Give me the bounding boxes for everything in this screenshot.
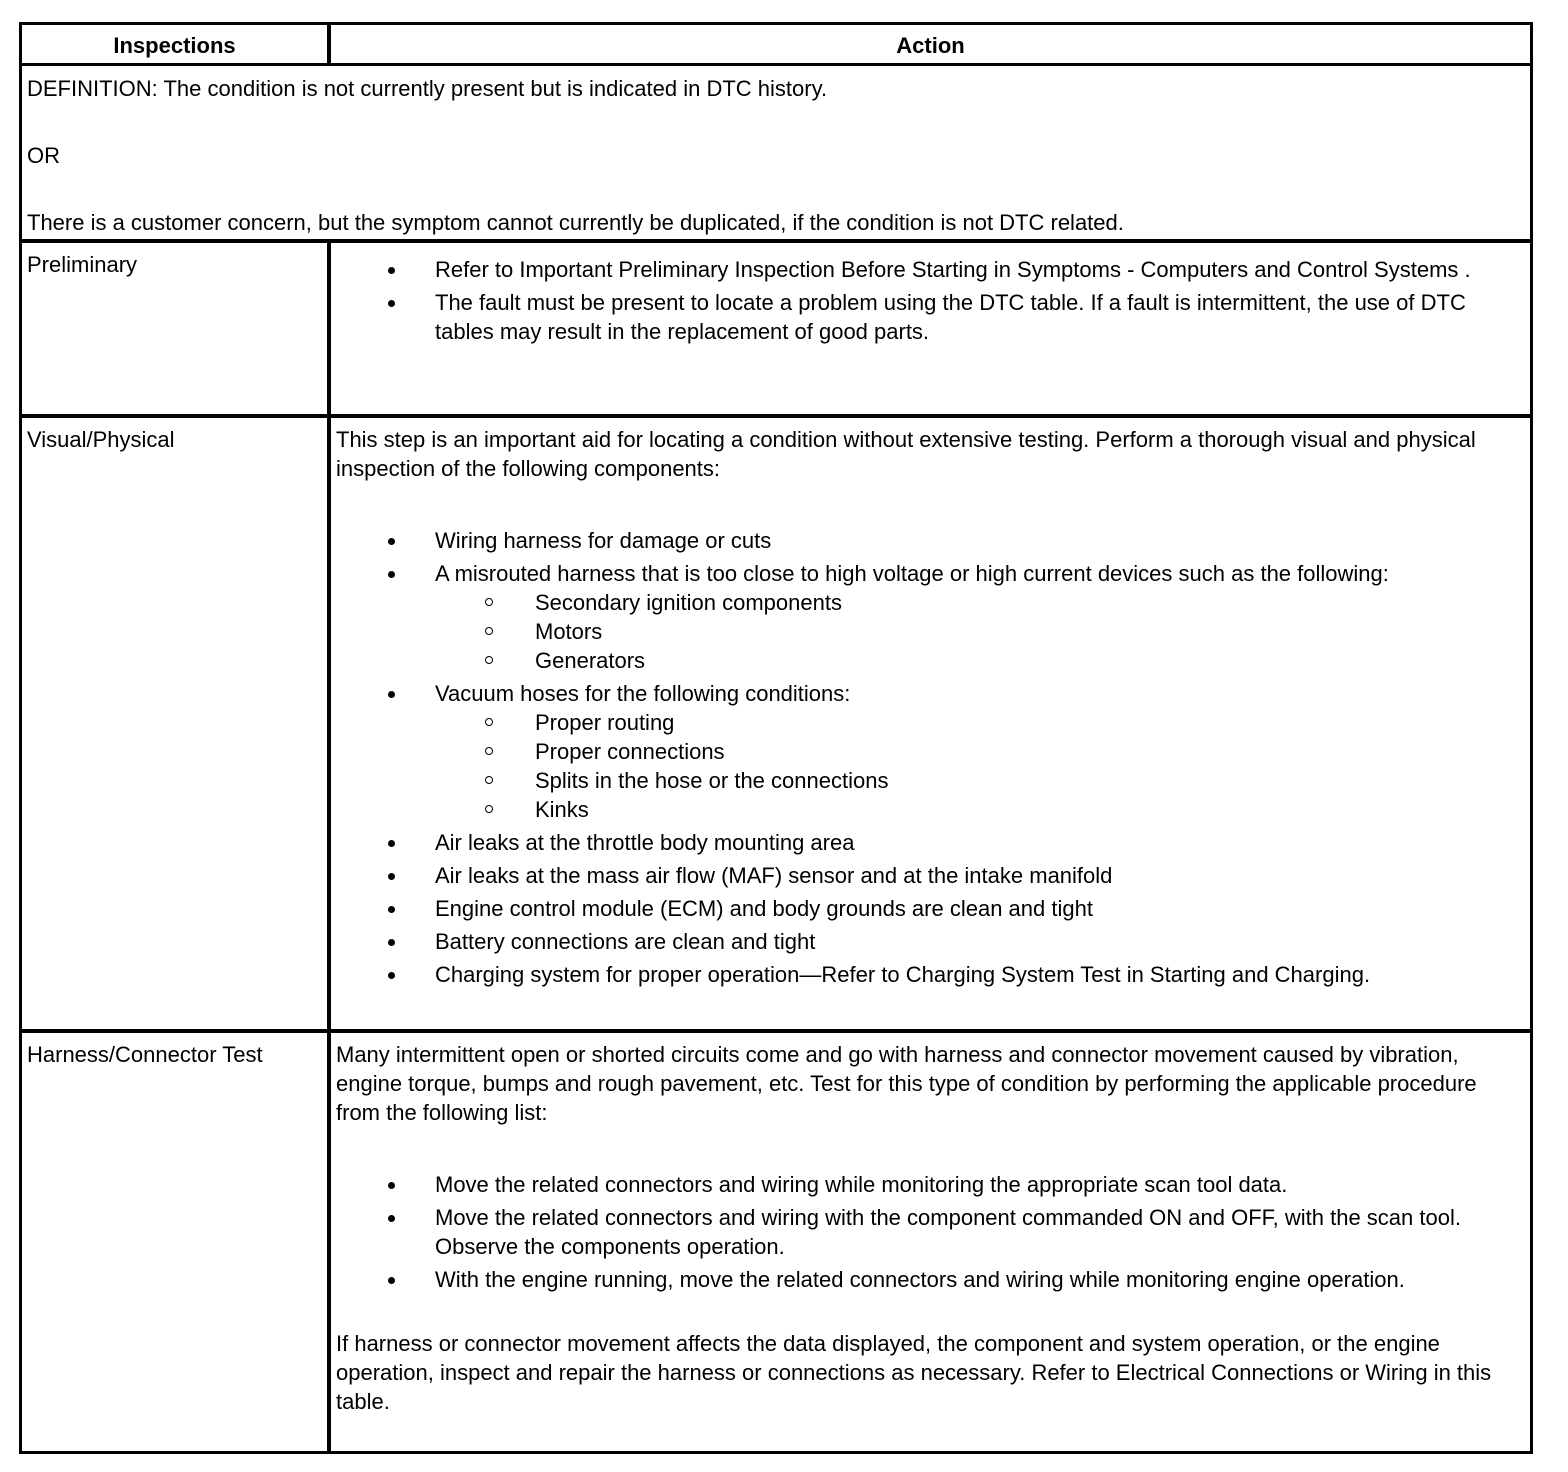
definition-line1: DEFINITION: The condition is not currently present but is indicated in DTC history. — [27, 76, 828, 101]
list-item: Refer to Important Preliminary Inspection Before Starting in Symptoms - Computers and Control Systems . — [336, 255, 1526, 284]
list-item: Move the related connectors and wiring while monitoring the appropriate scan tool data. — [336, 1170, 1526, 1199]
visual-list — [336, 526, 1526, 989]
rule-header — [22, 63, 1530, 66]
rule-preliminary — [22, 414, 1530, 418]
sub-list-item: Splits in the hose or the connections — [435, 766, 1526, 795]
header-inspections: Inspections — [113, 33, 236, 58]
harness-intro: Many intermittent open or shorted circuits come and go with harness and connector movement caused by vibration, engine torque, bumps and rough pavement, etc. Test for this type of condition by performing the applicable procedure from the following list: — [336, 1042, 1477, 1125]
preliminary-list — [336, 255, 1526, 346]
list-item — [336, 559, 1526, 675]
list-item: With the engine running, move the related connectors and wiring while monitoring engine operation. — [336, 1265, 1526, 1294]
rule-visual — [22, 1029, 1530, 1033]
preliminary-label: Preliminary — [27, 252, 138, 277]
list-item: Move the related connectors and wiring with the component commanded ON and OFF, with the scan tool. Observe the components operation. — [336, 1203, 1526, 1261]
sub-list-item: Generators — [435, 646, 1526, 675]
harness-list — [336, 1170, 1526, 1294]
list-item: Charging system for proper operation—Refer to Charging System Test in Starting and Charging. — [336, 960, 1526, 989]
harness-outro: If harness or connector movement affects the data displayed, the component and system operation, or the engine operation, inspect and repair the harness or connections as necessary. Refer to Electrical Connections or Wiring in this table. — [336, 1331, 1492, 1414]
list-item: Air leaks at the throttle body mounting area — [336, 828, 1526, 857]
sub-list — [435, 588, 1526, 675]
list-item: The fault must be present to locate a problem using the DTC table. If a fault is intermittent, the use of DTC tables may result in the replacement of good parts. — [336, 288, 1526, 346]
definition-line2: There is a customer concern, but the symptom cannot currently be duplicated, if the condition is not DTC related. — [27, 210, 1124, 235]
sub-list-item: Secondary ignition components — [435, 588, 1526, 617]
definition-or: OR — [27, 143, 60, 168]
harness-actions — [336, 1040, 1526, 1416]
rule-definition — [22, 239, 1530, 243]
list-item-text: A misrouted harness that is too close to high voltage or high current devices such as the following: — [435, 561, 1389, 586]
list-item — [336, 679, 1526, 824]
sub-list-item: Motors — [435, 617, 1526, 646]
list-item: Engine control module (ECM) and body grounds are clean and tight — [336, 894, 1526, 923]
harness-label: Harness/Connector Test — [27, 1042, 263, 1067]
sub-list-item: Proper routing — [435, 708, 1526, 737]
sub-list-item: Proper connections — [435, 737, 1526, 766]
list-item: Wiring harness for damage or cuts — [336, 526, 1526, 555]
list-item-text: Vacuum hoses for the following conditions: — [435, 681, 851, 706]
visual-intro: This step is an important aid for locating a condition without extensive testing. Perform a thorough visual and physical inspection of the following components: — [336, 427, 1476, 481]
visual-label: Visual/Physical — [27, 427, 175, 452]
list-item: Air leaks at the mass air flow (MAF) sensor and at the intake manifold — [336, 861, 1526, 890]
sub-list — [435, 708, 1526, 824]
preliminary-actions — [336, 255, 1526, 350]
rule-col-body — [327, 241, 331, 1454]
visual-actions — [336, 425, 1526, 993]
header-action: Action — [896, 33, 965, 58]
list-item: Battery connections are clean and tight — [336, 927, 1526, 956]
sub-list-item: Kinks — [435, 795, 1526, 824]
inspection-table — [19, 22, 1533, 1454]
